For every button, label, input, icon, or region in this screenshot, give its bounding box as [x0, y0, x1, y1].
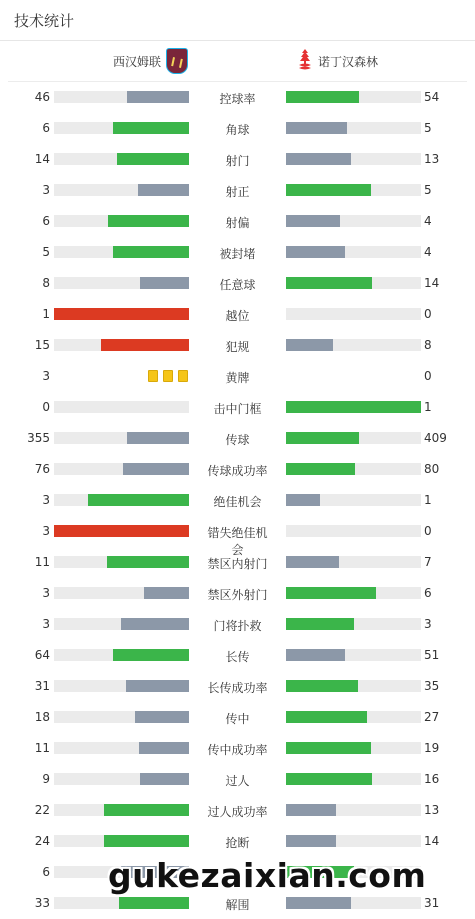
- home-value: 355: [27, 431, 50, 445]
- away-value: 1: [424, 400, 432, 414]
- home-bar-track: [54, 463, 189, 475]
- home-value: 11: [34, 555, 50, 569]
- away-value: 51: [424, 648, 440, 662]
- away-team-name: 诺丁汉森林: [318, 55, 379, 69]
- home-bar-track: [54, 742, 189, 754]
- away-value: 27: [424, 710, 440, 724]
- home-value: 6: [42, 865, 50, 879]
- away-bar-track: [286, 246, 421, 258]
- away-bar-track: [286, 804, 421, 816]
- home-bar-track: [54, 649, 189, 661]
- away-bar-track: [286, 711, 421, 723]
- home-value: 1: [42, 307, 50, 321]
- away-bar-fill: [286, 91, 359, 103]
- home-bar-track: [54, 804, 189, 816]
- home-value: 8: [42, 276, 50, 290]
- home-value: 3: [42, 369, 50, 383]
- away-value: 54: [424, 90, 440, 104]
- away-bar-track: [286, 401, 421, 413]
- yellow-cards: [54, 370, 189, 383]
- home-value: 15: [34, 338, 50, 352]
- home-bar-fill: [107, 556, 189, 568]
- away-bar-fill: [286, 618, 354, 630]
- stat-row: [0, 112, 475, 143]
- home-bar-track: [54, 525, 189, 537]
- stat-row: [0, 763, 475, 794]
- away-bar-fill: [286, 494, 320, 506]
- home-bar-fill: [140, 277, 189, 289]
- stat-label: 传球成功率: [207, 464, 268, 478]
- stat-row: [0, 205, 475, 236]
- home-bar-track: [54, 339, 189, 351]
- stat-row: [0, 670, 475, 701]
- away-value: 7: [424, 555, 432, 569]
- watermark: gukezaixian.com: [108, 856, 427, 895]
- home-bar-fill: [117, 153, 189, 165]
- away-value: 4: [424, 214, 432, 228]
- stat-label: 抢断: [225, 836, 250, 850]
- stat-row: [0, 143, 475, 174]
- stat-label: 过人成功率: [207, 805, 268, 819]
- away-bar-fill: [286, 897, 351, 909]
- away-bar-fill: [286, 246, 345, 258]
- away-value: 13: [424, 152, 440, 166]
- yellow-card-icon: [163, 370, 173, 382]
- home-bar-track: [54, 153, 189, 165]
- away-bar-track: [286, 122, 421, 134]
- away-bar-track: [286, 649, 421, 661]
- away-bar-fill: [286, 773, 372, 785]
- away-bar-fill: [286, 835, 336, 847]
- home-bar-fill: [113, 649, 189, 661]
- stat-row: [0, 174, 475, 205]
- away-value: 13: [424, 803, 440, 817]
- home-value: 3: [42, 524, 50, 538]
- away-bar-fill: [286, 401, 421, 413]
- stat-label: 越位: [225, 309, 250, 323]
- home-bar-track: [54, 556, 189, 568]
- home-value: 0: [42, 400, 50, 414]
- away-bar-fill: [286, 215, 340, 227]
- stat-label: 射正: [225, 185, 250, 199]
- home-value: 33: [34, 896, 50, 910]
- away-bar-track: [286, 587, 421, 599]
- home-bar-track: [54, 587, 189, 599]
- home-bar-track: [54, 432, 189, 444]
- home-bar-fill: [108, 215, 189, 227]
- west-ham-crest-icon: [166, 48, 188, 74]
- home-value: 6: [42, 214, 50, 228]
- away-bar-track: [286, 494, 421, 506]
- away-bar-track: [286, 897, 421, 909]
- stat-row: [0, 81, 475, 112]
- home-value: 31: [34, 679, 50, 693]
- stat-label: 传中: [225, 712, 250, 726]
- away-bar-fill: [286, 277, 372, 289]
- home-bar-fill: [54, 308, 189, 320]
- header-bar: [0, 0, 475, 41]
- stat-row: [0, 608, 475, 639]
- home-value: 14: [34, 152, 50, 166]
- home-bar-fill: [113, 246, 189, 258]
- home-bar-fill: [144, 587, 189, 599]
- away-bar-fill: [286, 556, 339, 568]
- page-title: 技术统计: [14, 12, 75, 30]
- home-bar-fill: [140, 773, 189, 785]
- home-bar-track: [54, 246, 189, 258]
- stat-row: [0, 422, 475, 453]
- away-bar-track: [286, 91, 421, 103]
- stat-row: [0, 825, 475, 856]
- home-bar-fill: [127, 432, 189, 444]
- away-value: 4: [424, 245, 432, 259]
- home-bar-track: [54, 773, 189, 785]
- away-value: 16: [424, 772, 440, 786]
- stat-row: [0, 453, 475, 484]
- home-value: 76: [34, 462, 50, 476]
- away-bar-track: [286, 835, 421, 847]
- stat-label: 门将扑救: [213, 619, 262, 633]
- stat-label: 黄牌: [225, 371, 250, 385]
- home-value: 5: [42, 245, 50, 259]
- stat-label: 绝佳机会: [213, 495, 262, 509]
- stat-row: [0, 515, 475, 557]
- home-value: 46: [34, 90, 50, 104]
- stat-row: [0, 701, 475, 732]
- home-bar-track: [54, 835, 189, 847]
- home-bar-track: [54, 277, 189, 289]
- away-value: 8: [424, 338, 432, 352]
- yellow-card-icon: [148, 370, 158, 382]
- home-value: 24: [34, 834, 50, 848]
- home-value: 9: [42, 772, 50, 786]
- away-value: 14: [424, 276, 440, 290]
- stat-label: 射偏: [225, 216, 250, 230]
- home-value: 22: [34, 803, 50, 817]
- stat-row: [0, 236, 475, 267]
- stat-label: 射门: [225, 154, 250, 168]
- stat-label: 长传: [225, 650, 250, 664]
- home-bar-track: [54, 494, 189, 506]
- away-value: 0: [424, 307, 432, 321]
- stat-row: [0, 360, 475, 391]
- away-bar-track: [286, 618, 421, 630]
- away-bar-track: [286, 556, 421, 568]
- home-bar-fill: [119, 897, 189, 909]
- home-team-name: 西汉姆联: [113, 55, 162, 69]
- home-value: 64: [34, 648, 50, 662]
- home-bar-track: [54, 618, 189, 630]
- home-value: 3: [42, 586, 50, 600]
- home-bar-fill: [104, 835, 189, 847]
- home-value: 11: [34, 741, 50, 755]
- away-bar-fill: [286, 184, 371, 196]
- away-value: 6: [424, 586, 432, 600]
- home-bar-fill: [101, 339, 189, 351]
- away-bar-track: [286, 742, 421, 754]
- away-value: 1: [424, 493, 432, 507]
- away-value: 0: [424, 369, 432, 383]
- away-value: 80: [424, 462, 440, 476]
- away-bar-track: [286, 432, 421, 444]
- home-bar-fill: [54, 525, 189, 537]
- away-bar-track: [286, 773, 421, 785]
- home-bar-track: [54, 401, 189, 413]
- home-bar-fill: [138, 184, 189, 196]
- stat-row: [0, 732, 475, 763]
- away-bar-track: [286, 153, 421, 165]
- home-value: 18: [34, 710, 50, 724]
- stat-label: 传中成功率: [207, 743, 268, 757]
- nottingham-forest-crest-icon: [297, 49, 313, 73]
- home-bar-fill: [135, 711, 189, 723]
- away-bar-fill: [286, 711, 367, 723]
- home-bar-track: [54, 897, 189, 909]
- away-bar-fill: [286, 587, 376, 599]
- home-bar-fill: [88, 494, 189, 506]
- stat-row: [0, 298, 475, 329]
- stat-label: 过人: [225, 774, 250, 788]
- home-bar-fill: [123, 463, 189, 475]
- stat-label: 禁区内射门: [207, 557, 268, 571]
- away-bar-fill: [286, 804, 336, 816]
- away-bar-fill: [286, 680, 358, 692]
- stat-label: 传球: [225, 433, 250, 447]
- stat-row: [0, 794, 475, 825]
- home-bar-fill: [104, 804, 189, 816]
- home-bar-track: [54, 184, 189, 196]
- home-bar-track: [54, 308, 189, 320]
- away-bar-track: [286, 463, 421, 475]
- away-bar-track: [286, 339, 421, 351]
- stat-row: [0, 577, 475, 608]
- away-bar-fill: [286, 649, 345, 661]
- home-bar-fill: [121, 618, 189, 630]
- away-bar-fill: [286, 122, 347, 134]
- stat-row: [0, 546, 475, 577]
- stat-label: 犯规: [225, 340, 250, 354]
- stat-label: 控球率: [219, 92, 256, 106]
- home-value: 3: [42, 493, 50, 507]
- stat-row: [0, 329, 475, 360]
- home-bar-fill: [113, 122, 189, 134]
- away-bar-fill: [286, 153, 351, 165]
- away-bar-fill: [286, 463, 355, 475]
- away-value: 5: [424, 183, 432, 197]
- away-bar-track: [286, 308, 421, 320]
- stat-row: [0, 267, 475, 298]
- away-bar-fill: [286, 742, 371, 754]
- away-value: 35: [424, 679, 440, 693]
- home-bar-track: [54, 680, 189, 692]
- away-bar-track: [286, 277, 421, 289]
- stat-label: 错失绝佳机会: [207, 526, 268, 557]
- stat-row: [0, 484, 475, 515]
- away-bar-track: [286, 680, 421, 692]
- stat-label: 角球: [225, 123, 250, 137]
- home-bar-track: [54, 91, 189, 103]
- away-bar-track: [286, 525, 421, 537]
- home-bar-fill: [139, 742, 189, 754]
- home-value: 3: [42, 183, 50, 197]
- home-bar-track: [54, 215, 189, 227]
- away-value: 0: [424, 524, 432, 538]
- stat-label: 击中门框: [213, 402, 262, 416]
- stat-label: 长传成功率: [207, 681, 268, 695]
- away-value: 14: [424, 834, 440, 848]
- home-bar-track: [54, 122, 189, 134]
- away-bar-track: [286, 184, 421, 196]
- home-value: 6: [42, 121, 50, 135]
- home-bar-fill: [126, 680, 189, 692]
- away-value: 19: [424, 741, 440, 755]
- stat-label: 任意球: [219, 278, 256, 292]
- away-value: 5: [424, 121, 432, 135]
- home-bar-fill: [127, 91, 189, 103]
- stat-label: 禁区外射门: [207, 588, 268, 602]
- away-value: 409: [424, 431, 447, 445]
- away-value: 31: [424, 896, 440, 910]
- stat-row: [0, 639, 475, 670]
- stat-label: 被封堵: [219, 247, 256, 261]
- home-value: 3: [42, 617, 50, 631]
- yellow-card-icon: [178, 370, 188, 382]
- stat-row: [0, 391, 475, 422]
- away-value: 3: [424, 617, 432, 631]
- away-bar-fill: [286, 432, 359, 444]
- home-bar-track: [54, 711, 189, 723]
- teams-header: [8, 40, 467, 82]
- away-bar-track: [286, 215, 421, 227]
- away-bar-fill: [286, 339, 333, 351]
- stat-label: 解围: [225, 898, 250, 912]
